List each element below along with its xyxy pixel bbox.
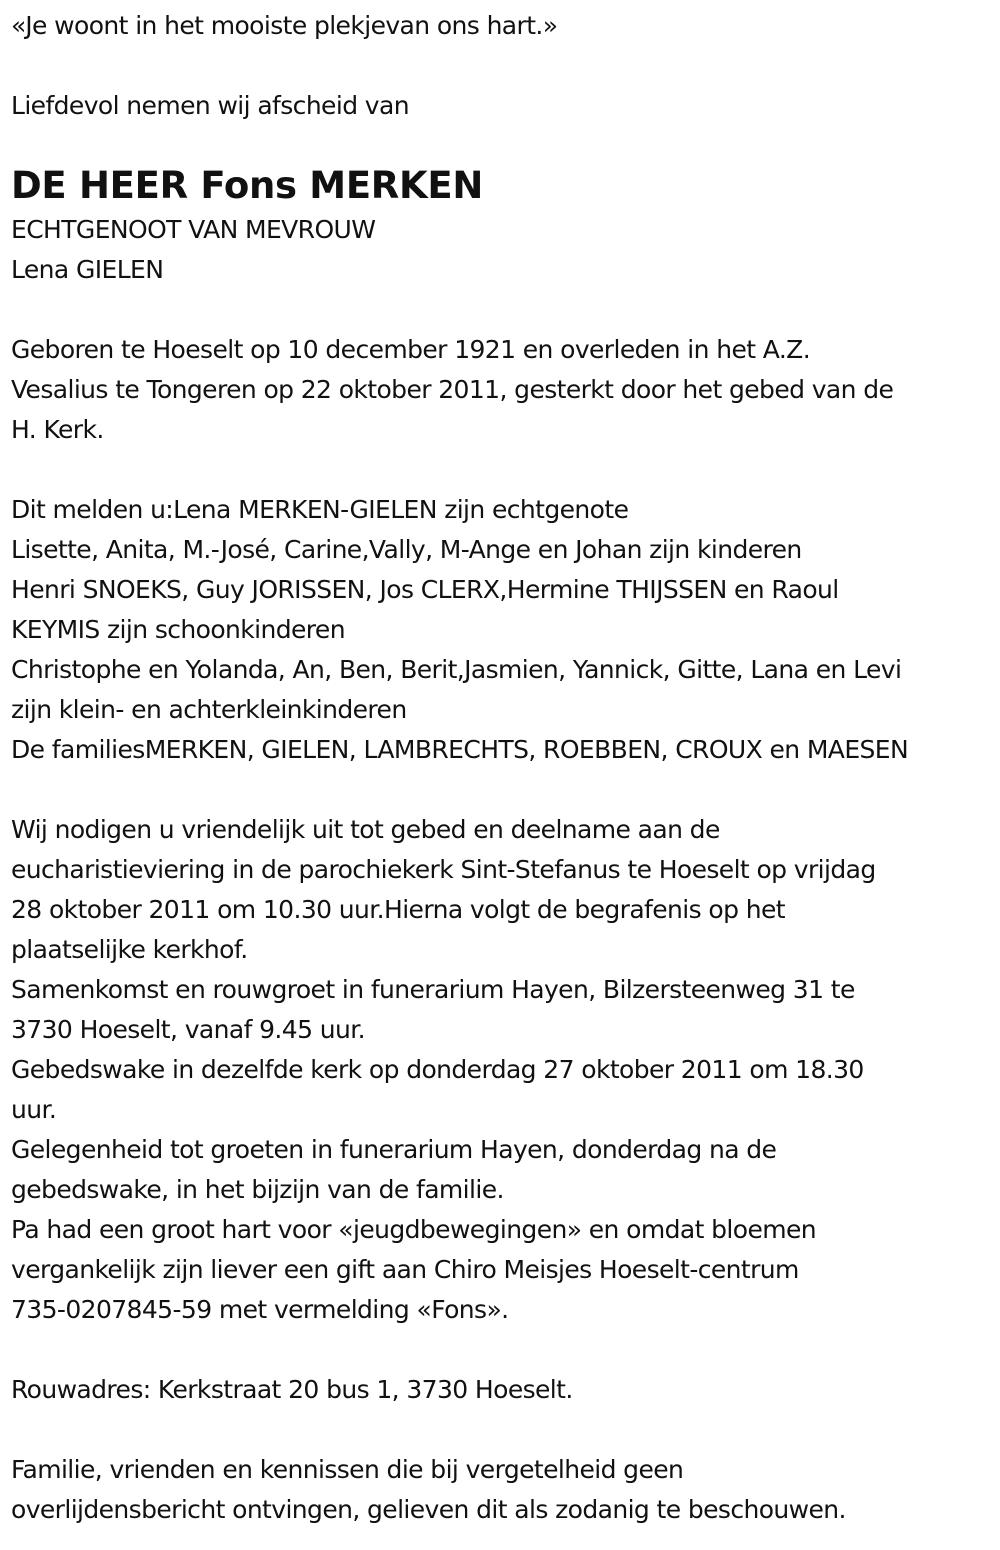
spouse-name: Lena GIELEN: [11, 255, 164, 284]
ceremony-line: Gelegenheid tot groeten in funerarium Hayen, donderdag na de: [11, 1135, 777, 1164]
ceremony-line: vergankelijk zijn liever een gift aan Chiro Meisjes Hoeselt-centrum: [11, 1255, 799, 1284]
ceremony-line: uur.: [11, 1095, 57, 1124]
ceremony-line: 735-0207845-59 met vermelding «Fons».: [11, 1295, 509, 1324]
spouse-label: ECHTGENOOT VAN MEVROUW: [11, 215, 376, 244]
spacer: [11, 126, 1000, 162]
spacer: [11, 450, 1000, 490]
family-line: Christophe en Yolanda, An, Ben, Berit,Jasmien, Yannick, Gitte, Lana en Levi: [11, 655, 902, 684]
ceremony-line: eucharistieviering in de parochiekerk Sint-Stefanus te Hoeselt op vrijdag: [11, 855, 876, 884]
family-line: Henri SNOEKS, Guy JORISSEN, Jos CLERX,Hermine THIJSSEN en Raoul: [11, 575, 839, 604]
ceremony-line: plaatselijke kerkhof.: [11, 935, 248, 964]
opening-quote: «Je woont in het mooiste plekjevan ons hart.»: [11, 11, 558, 40]
family-line: zijn klein- en achterkleinkinderen: [11, 695, 407, 724]
intro-text: Liefdevol nemen wij afscheid van: [11, 91, 409, 120]
ceremony-line: gebedswake, in het bijzijn van de familie.: [11, 1175, 504, 1204]
closing-section: [11, 1450, 1000, 1530]
birth-death-section: [11, 330, 1000, 450]
ceremony-line: 28 oktober 2011 om 10.30 uur.Hierna volgt de begrafenis op het: [11, 895, 785, 924]
family-line: Dit melden u:Lena MERKEN-GIELEN zijn echtgenote: [11, 495, 629, 524]
spacer: [11, 290, 1000, 330]
paragraph-line: H. Kerk.: [11, 415, 104, 444]
spacer: [11, 770, 1000, 810]
paragraph-line: Geboren te Hoeselt op 10 december 1921 en overleden in het A.Z.: [11, 335, 811, 364]
family-line: De familiesMERKEN, GIELEN, LAMBRECHTS, ROEBBEN, CROUX en MAESEN: [11, 735, 909, 764]
spacer: [11, 1330, 1000, 1370]
family-section: [11, 490, 1000, 770]
closing-line: overlijdensbericht ontvingen, gelieven dit als zodanig te beschouwen.: [11, 1495, 846, 1524]
paragraph-line: Vesalius te Tongeren op 22 oktober 2011, gesterkt door het gebed van de: [11, 375, 894, 404]
family-line: KEYMIS zijn schoonkinderen: [11, 615, 345, 644]
ceremony-line: Pa had een groot hart voor «jeugdbewegingen» en omdat bloemen: [11, 1215, 817, 1244]
closing-line: Familie, vrienden en kennissen die bij vergetelheid geen: [11, 1455, 684, 1484]
spacer: [11, 1410, 1000, 1450]
ceremony-line: Samenkomst en rouwgroet in funerarium Hayen, Bilzersteenweg 31 te: [11, 975, 855, 1004]
spacer: [11, 46, 1000, 86]
family-line: Lisette, Anita, M.-José, Carine,Vally, M-Ange en Johan zijn kinderen: [11, 535, 802, 564]
ceremony-line: Wij nodigen u vriendelijk uit tot gebed en deelname aan de: [11, 815, 720, 844]
ceremony-section: [11, 810, 1000, 1330]
deceased-name: DE HEER Fons MERKEN: [11, 164, 483, 207]
mourning-address: Rouwadres: Kerkstraat 20 bus 1, 3730 Hoeselt.: [11, 1375, 573, 1404]
ceremony-line: 3730 Hoeselt, vanaf 9.45 uur.: [11, 1015, 365, 1044]
ceremony-line: Gebedswake in dezelfde kerk op donderdag 27 oktober 2011 om 18.30: [11, 1055, 864, 1084]
